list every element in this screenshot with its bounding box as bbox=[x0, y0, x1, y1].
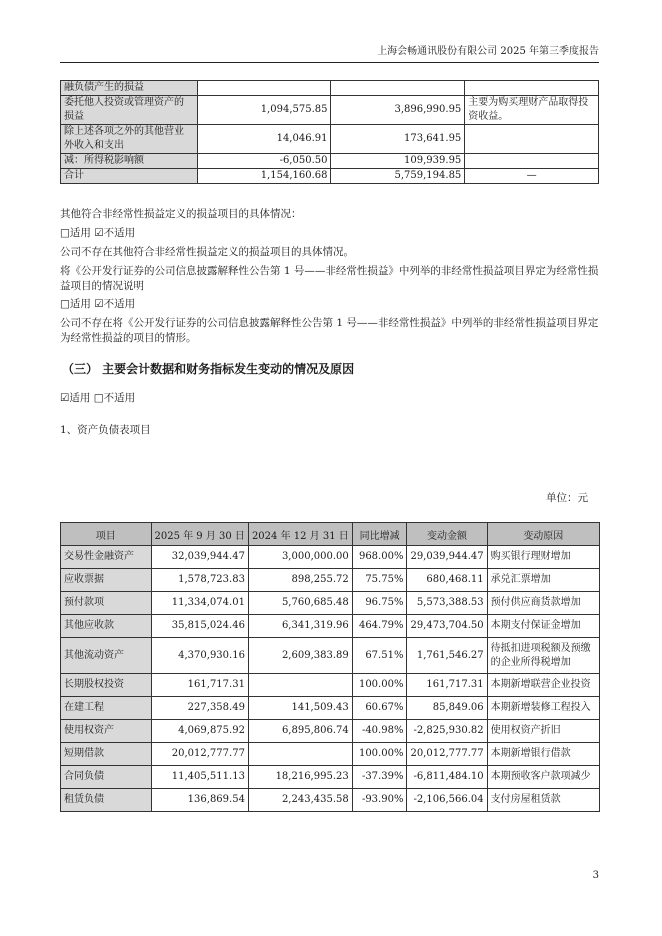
applicability-checkbox-2: □适用 ☑不适用 bbox=[60, 298, 136, 310]
table-cell-pct: 100.00% bbox=[352, 674, 407, 697]
table-cell-reason: 承兑汇票增加 bbox=[487, 569, 599, 592]
table-cell-b: 5,760,685.48 bbox=[248, 592, 352, 615]
subsection-title: 1、资产负债表项目 bbox=[60, 424, 151, 436]
table-cell-pct: 100.00% bbox=[352, 743, 407, 766]
page-header: 上海会畅通讯股份有限公司 2025 年第三季度报告 bbox=[60, 44, 599, 63]
table-cell-b: 2,609,383.89 bbox=[248, 638, 352, 674]
table-cell-item: 其他流动资产 bbox=[61, 638, 152, 674]
table-cell-reason: 本期新增装修工程投入 bbox=[487, 697, 599, 720]
table-cell-pct: 96.75% bbox=[352, 592, 407, 615]
table-cell-chg: 1,761,546.27 bbox=[407, 638, 487, 674]
table-cell-a: 136,869.54 bbox=[151, 789, 248, 812]
table-cell-v1: 1,094,575.85 bbox=[197, 96, 331, 125]
table-cell-b: 6,895,806.74 bbox=[248, 720, 352, 743]
table-cell-v2: 3,896,990.95 bbox=[331, 96, 465, 125]
table-cell-a: 4,069,875.92 bbox=[151, 720, 248, 743]
table-row bbox=[61, 169, 599, 184]
table-row bbox=[61, 638, 600, 674]
table-cell-chg: 161,717.31 bbox=[407, 674, 487, 697]
table-cell-v2: 109,939.95 bbox=[331, 154, 465, 169]
table-cell-v1 bbox=[197, 81, 331, 96]
applicability-checkbox-3: ☑适用 □不适用 bbox=[60, 392, 136, 404]
section-title: （三） 主要会计数据和财务指标发生变动的情况及原因 bbox=[62, 362, 355, 376]
table-cell-chg: 680,468.11 bbox=[407, 569, 487, 592]
table-cell-pct: 968.00% bbox=[352, 546, 407, 569]
table-row bbox=[61, 766, 600, 789]
table-row bbox=[61, 125, 599, 154]
table-cell-chg: -6,811,484.10 bbox=[407, 766, 487, 789]
table-cell-pct: -40.98% bbox=[352, 720, 407, 743]
table-cell-label: 融负债产生的损益 bbox=[61, 81, 198, 96]
table-cell-a: 35,815,024.46 bbox=[151, 615, 248, 638]
table-cell-a: 4,370,930.16 bbox=[151, 638, 248, 674]
table-cell-v1: 1,154,160.68 bbox=[197, 169, 331, 184]
table-cell-v1: -6,050.50 bbox=[197, 154, 331, 169]
table-cell-b: 3,000,000.00 bbox=[248, 546, 352, 569]
table-cell-a: 1,578,723.83 bbox=[151, 569, 248, 592]
table-row bbox=[61, 674, 600, 697]
table-cell-b: 898,255.72 bbox=[248, 569, 352, 592]
table-cell-v2: 5,759,194.85 bbox=[331, 169, 465, 184]
column-header: 项目 bbox=[61, 523, 152, 546]
table-cell-chg: -2,825,930.82 bbox=[407, 720, 487, 743]
column-header: 2025 年 9 月 30 日 bbox=[151, 523, 248, 546]
table-cell-item: 合同负债 bbox=[61, 766, 152, 789]
table-cell-item: 其他应收款 bbox=[61, 615, 152, 638]
table-cell-a: 161,717.31 bbox=[151, 674, 248, 697]
table-cell-a: 11,334,074.01 bbox=[151, 592, 248, 615]
table-cell-reason: 本期新增银行借款 bbox=[487, 743, 599, 766]
table-row bbox=[61, 697, 600, 720]
table-row bbox=[61, 743, 600, 766]
column-header: 变动原因 bbox=[487, 523, 599, 546]
table-cell-reason: 使用权资产折旧 bbox=[487, 720, 599, 743]
table-cell-pct: -37.39% bbox=[352, 766, 407, 789]
non-recurring-gains-table bbox=[60, 80, 599, 184]
table-cell-pct: 67.51% bbox=[352, 638, 407, 674]
table-cell-chg: 29,039,944.47 bbox=[407, 546, 487, 569]
table-cell-note bbox=[465, 81, 599, 96]
page-number: 3 bbox=[592, 870, 599, 881]
unit-label: 单位：元 bbox=[546, 492, 588, 504]
table-cell-b: 18,216,995.23 bbox=[248, 766, 352, 789]
table-row bbox=[61, 592, 600, 615]
table-cell-reason: 本期新增联营企业投资 bbox=[487, 674, 599, 697]
table-cell-item: 在建工程 bbox=[61, 697, 152, 720]
table-cell-item: 使用权资产 bbox=[61, 720, 152, 743]
table-cell-b: 6,341,319.96 bbox=[248, 615, 352, 638]
table-cell-reason: 购买银行理财增加 bbox=[487, 546, 599, 569]
table-cell-item: 预付款项 bbox=[61, 592, 152, 615]
table-row bbox=[61, 720, 600, 743]
table-cell-pct: -93.90% bbox=[352, 789, 407, 812]
table-cell-chg: 29,473,704.50 bbox=[407, 615, 487, 638]
table-cell-b: 141,509.43 bbox=[248, 697, 352, 720]
table-cell-a: 227,358.49 bbox=[151, 697, 248, 720]
column-header: 同比增减 bbox=[352, 523, 407, 546]
table-cell-pct: 75.75% bbox=[352, 569, 407, 592]
table-cell-v1: 14,046.91 bbox=[197, 125, 331, 154]
table-cell-item: 交易性金融资产 bbox=[61, 546, 152, 569]
table-cell-note bbox=[465, 125, 599, 154]
table-row bbox=[61, 789, 600, 812]
table-row bbox=[61, 546, 600, 569]
paragraph-no-other-items: 公司不存在其他符合非经常性损益定义的损益项目的具体情况。 bbox=[60, 246, 354, 258]
table-row bbox=[61, 81, 599, 96]
paragraph-reclassification-note: 将《公开发行证券的公司信息披露解释性公告第 1 号——非经常性损益》中列举的非经常性损益项目界定为经常性损益项目的情况说明 bbox=[60, 265, 599, 292]
table-row bbox=[61, 154, 599, 169]
table-row bbox=[61, 615, 600, 638]
table-cell-v2 bbox=[331, 81, 465, 96]
table-cell-chg: -2,106,566.04 bbox=[407, 789, 487, 812]
table-cell-reason: 本期支付保证金增加 bbox=[487, 615, 599, 638]
table-cell-note bbox=[465, 154, 599, 169]
table-cell-reason: 预付供应商货款增加 bbox=[487, 592, 599, 615]
paragraph-other-items: 其他符合非经常性损益定义的损益项目的具体情况： bbox=[60, 208, 302, 220]
table-cell-label: 委托他人投资或管理资产的损益 bbox=[61, 96, 198, 125]
applicability-checkbox-1: □适用 ☑不适用 bbox=[60, 227, 136, 239]
table-cell-note: — bbox=[465, 169, 599, 184]
column-header: 2024 年 12 月 31 日 bbox=[248, 523, 352, 546]
paragraph-no-reclassification: 公司不存在将《公开发行证券的公司信息披露解释性公告第 1 号——非经常性损益》中列举的非经常性损益项目界定为经常性损益的项目的情形。 bbox=[60, 317, 599, 344]
table-cell-item: 租赁负债 bbox=[61, 789, 152, 812]
table-row bbox=[61, 569, 600, 592]
table-cell-chg: 20,012,777.77 bbox=[407, 743, 487, 766]
table-cell-v2: 173,641.95 bbox=[331, 125, 465, 154]
table-cell-a: 32,039,944.47 bbox=[151, 546, 248, 569]
table-cell-b bbox=[248, 674, 352, 697]
table-cell-reason: 支付房屋租赁款 bbox=[487, 789, 599, 812]
table-cell-chg: 85,849.06 bbox=[407, 697, 487, 720]
table-cell-reason: 本期预收客户款项减少 bbox=[487, 766, 599, 789]
table-cell-pct: 464.79% bbox=[352, 615, 407, 638]
table-cell-item: 应收票据 bbox=[61, 569, 152, 592]
table-cell-chg: 5,573,388.53 bbox=[407, 592, 487, 615]
column-header: 变动金额 bbox=[407, 523, 487, 546]
table-cell-b: 2,243,435.58 bbox=[248, 789, 352, 812]
table-cell-note: 主要为购买理财产品取得投资收益。 bbox=[465, 96, 599, 125]
table-cell-label: 减：所得税影响额 bbox=[61, 154, 198, 169]
table-cell-pct: 60.67% bbox=[352, 697, 407, 720]
table-cell-label: 除上述各项之外的其他营业外收入和支出 bbox=[61, 125, 198, 154]
table-cell-reason: 待抵扣进项税额及预缴的企业所得税增加 bbox=[487, 638, 599, 674]
table-row bbox=[61, 96, 599, 125]
balance-sheet-changes-table bbox=[60, 522, 600, 812]
table-cell-item: 长期股权投资 bbox=[61, 674, 152, 697]
table-cell-item: 短期借款 bbox=[61, 743, 152, 766]
table-cell-a: 11,405,511.13 bbox=[151, 766, 248, 789]
table-cell-b bbox=[248, 743, 352, 766]
table-cell-label: 合计 bbox=[61, 169, 198, 184]
table-cell-a: 20,012,777.77 bbox=[151, 743, 248, 766]
